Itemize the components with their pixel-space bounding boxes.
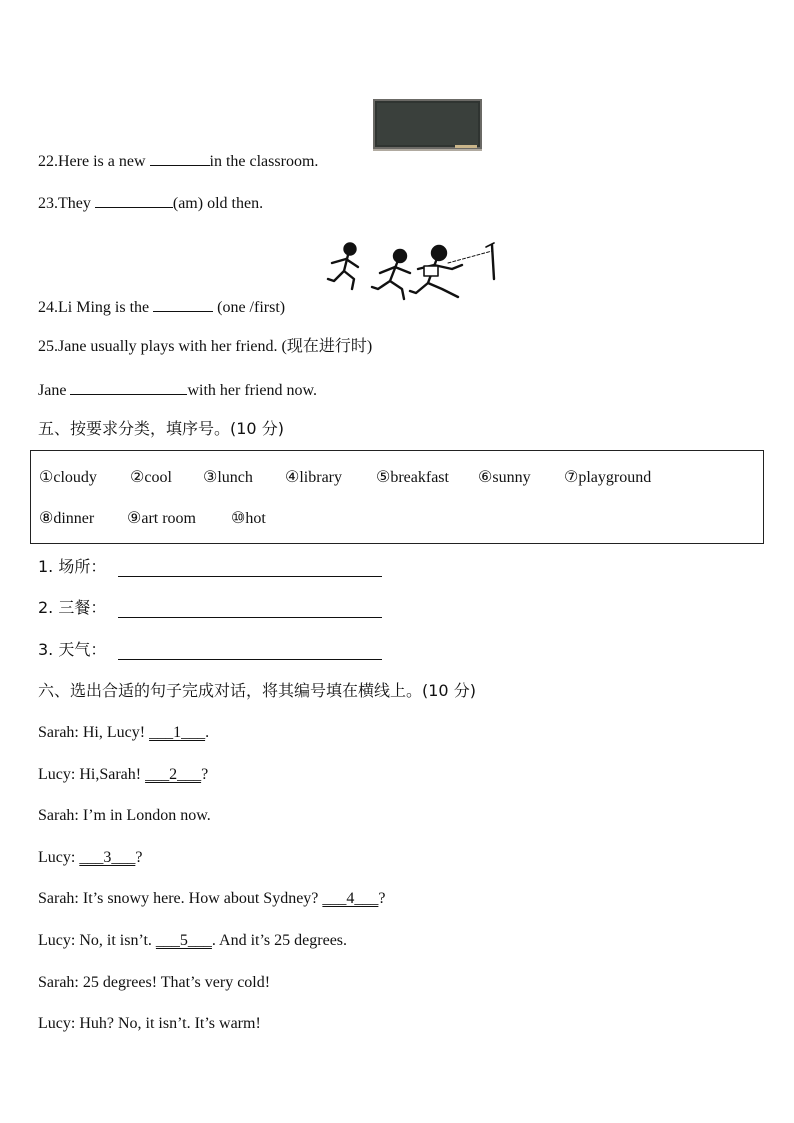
dialogue-line-2: Lucy: Hi,Sarah! ___2___?: [38, 766, 209, 783]
dialogue-line-6: Lucy: No, it isn’t. ___5___. And it’s 25 degrees.: [38, 932, 348, 949]
blackboard-picture: [373, 99, 482, 151]
category-meals: 2. 三餐：: [38, 598, 107, 617]
question-25-answer: Jane with her friend now.: [38, 378, 317, 401]
dialogue-blank-3[interactable]: ___3___: [79, 849, 136, 866]
option-dinner: ⑧dinner: [39, 510, 95, 527]
question-25: 25.Jane usually plays with her friend. (现在进行时): [38, 338, 373, 355]
dialogue-line-1: Sarah: Hi, Lucy! ___1___.: [38, 724, 210, 741]
option-cloudy: ①cloudy: [39, 469, 97, 486]
dialogue-blank-5[interactable]: ___5___: [155, 932, 212, 949]
answer-blank-22[interactable]: [150, 149, 210, 166]
question-24: 24.Li Ming is the (one /first): [38, 295, 285, 318]
option-library: ④library: [285, 469, 342, 486]
section-6-heading: 六、选出合适的句子完成对话，将其编号填在横线上。(10 分): [38, 681, 476, 700]
running-race-picture: [324, 239, 500, 306]
dialogue-line-4: Lucy: ___3___?: [38, 849, 143, 866]
question-22: 22.Here is a new in the classroom.: [38, 149, 318, 172]
dialogue-line-3: Sarah: I’m in London now.: [38, 807, 211, 824]
option-cool: ②cool: [130, 469, 172, 486]
option-playground: ⑦playground: [564, 469, 652, 486]
question-23: 23.They (am) old then.: [38, 191, 263, 214]
category-meals-answer-line[interactable]: [118, 617, 382, 618]
answer-blank-23[interactable]: [95, 191, 173, 208]
dialogue-line-7: Sarah: 25 degrees! That’s very cold!: [38, 974, 271, 991]
option-lunch: ③lunch: [203, 469, 253, 486]
option-breakfast: ⑤breakfast: [376, 469, 449, 486]
option-art-room: ⑨art room: [127, 510, 196, 527]
category-places: 1. 场所：: [38, 557, 107, 576]
dialogue-blank-4[interactable]: ___4___: [322, 890, 379, 907]
dialogue-line-8: Lucy: Huh? No, it isn’t. It’s warm!: [38, 1015, 261, 1032]
category-weather: 3. 天气：: [38, 640, 107, 659]
answer-blank-25[interactable]: [70, 378, 187, 395]
answer-blank-24[interactable]: [153, 295, 213, 312]
dialogue-blank-1[interactable]: ___1___: [149, 724, 206, 741]
category-weather-answer-line[interactable]: [118, 659, 382, 660]
dialogue-blank-2[interactable]: ___2___: [145, 766, 202, 783]
category-places-answer-line[interactable]: [118, 576, 382, 577]
dialogue-line-5: Sarah: It’s snowy here. How about Sydney? ___4___?: [38, 890, 386, 907]
option-sunny: ⑥sunny: [478, 469, 531, 486]
option-hot: ⑩hot: [231, 510, 266, 527]
section-5-heading: 五、按要求分类，填序号。(10 分): [38, 419, 284, 438]
word-options-box: [30, 450, 764, 544]
